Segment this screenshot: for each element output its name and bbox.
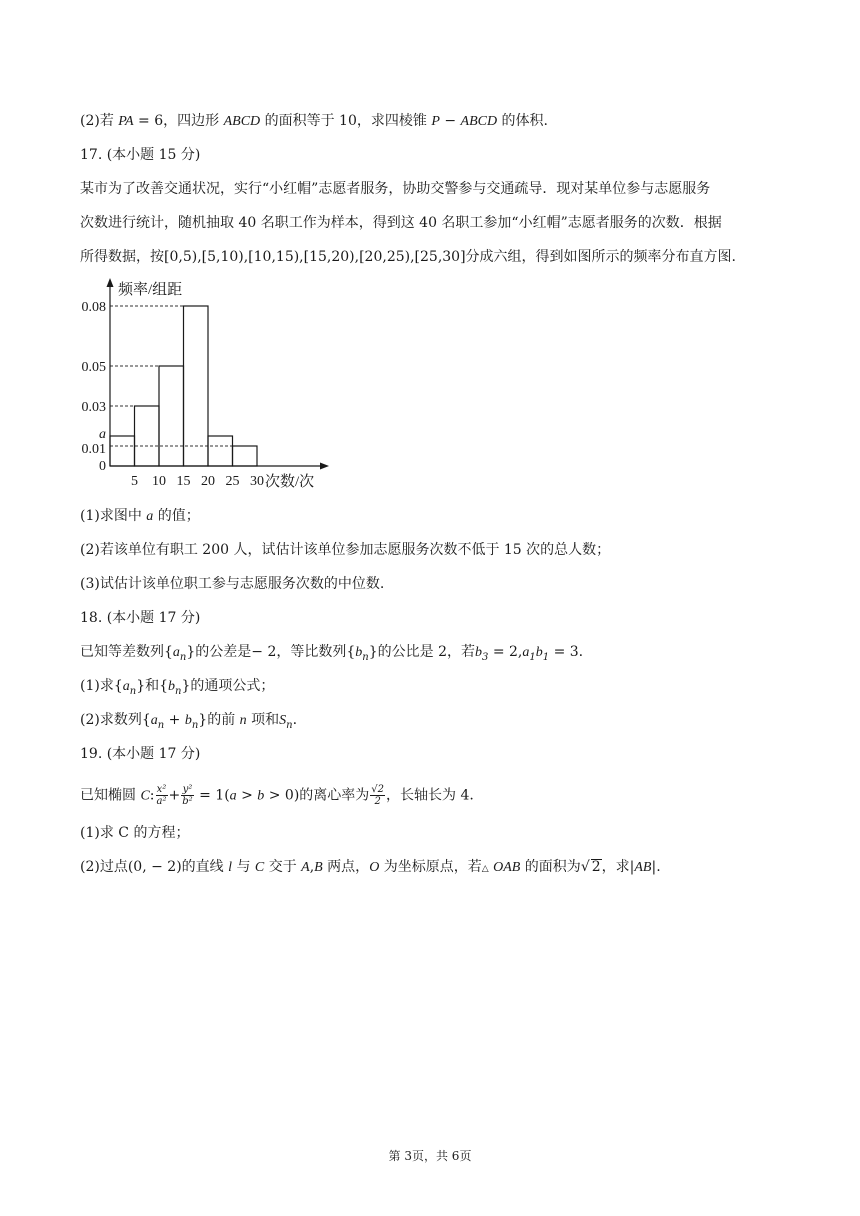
- q19-part1: (1)求 C 的方程；: [80, 825, 190, 841]
- histogram-bar: [233, 446, 258, 466]
- q17-stem-line-1: 某市为了改善交通状况，实行“小红帽”志愿者服务，协助交警参与交通疏导．现对某单位参与志愿服务: [80, 181, 711, 197]
- y-axis-title: 频率/组距: [118, 282, 183, 298]
- y-tick-label: 0: [99, 459, 106, 474]
- q18-header: 18. (本小题 17 分): [80, 610, 201, 626]
- y-tick-label: 0.05: [81, 360, 106, 375]
- y-tick-label: 0.08: [81, 300, 106, 315]
- y-tick-label: a: [99, 427, 106, 442]
- q17-stem-line-2: 次数进行统计，随机抽取 40 名职工作为样本，得到这 40 名职工参加“小红帽”志愿者服务的次数．根据: [80, 215, 722, 231]
- histogram-bar: [159, 366, 184, 466]
- histogram-bar: [110, 436, 135, 466]
- x-tick-label: 10: [152, 474, 166, 489]
- x-tick-label: 5: [131, 474, 138, 489]
- x-axis-arrow: [320, 463, 329, 470]
- q17-header: 17. (本小题 15 分): [80, 147, 201, 163]
- q19-header: 19. (本小题 17 分): [80, 746, 201, 762]
- histogram-bar: [184, 306, 209, 466]
- x-tick-label: 15: [176, 474, 191, 489]
- x-tick-label: 25: [225, 474, 240, 489]
- page-footer: 第 3页，共 6页: [388, 1149, 472, 1163]
- q18-part1: (1)求$\{a_n\}$和$\{b_n\}$的通项公式；: [80, 678, 275, 697]
- y-axis-arrow: [107, 278, 114, 287]
- q18-part2: (2)求数列$\{a_n + b_n\}$的前 n 项和$S_n$.: [80, 712, 298, 731]
- q17-part2: (2)若该单位有职工 200 人，试估计该单位参加志愿服务次数不低于 15 次的总人数；: [80, 542, 611, 558]
- q19-stem: 已知椭圆 C: $\frac{\text{x²}}{\text{a²}}$ + $\frac{\text{y²}}{\text{b²}}$ = 1(a > b > 0)的离心率为 $\frac{√2}{2}$ ，长轴长为 4.: [80, 784, 474, 807]
- q17-part3: (3)试估计该单位职工参与志愿服务次数的中位数.: [80, 576, 385, 592]
- x-axis-title: 次数/次: [265, 474, 315, 490]
- histogram-bar: [135, 406, 160, 466]
- q16-part2: (2)若 PA = 6，四边形 ABCD 的面积等于 10，求四棱锥 P − ABCD 的体积.: [80, 113, 548, 129]
- x-tick-label: 20: [201, 474, 215, 489]
- frequency-histogram: [74, 274, 336, 496]
- y-tick-label: 0.01: [81, 442, 106, 457]
- x-tick-label: 30: [250, 474, 264, 489]
- q17-part1: (1)求图中 a 的值；: [80, 508, 200, 524]
- q19-part2: (2)过点(0, − 2)的直线 l 与 C 交于 A,B 两点，O 为坐标原点，若△ OAB 的面积为√ 2，求|AB|.: [80, 859, 661, 875]
- y-tick-label: 0.03: [81, 400, 106, 415]
- histogram-bar: [208, 436, 233, 466]
- q18-stem: 已知等差数列$\{a_n\}$的公差是− 2，等比数列$\{b_n\}$的公比是 2，若$b_3 = 2,a_1b_1 = 3$.: [80, 644, 584, 663]
- q17-stem-line-3: 所得数据，按[0,5),[5,10),[10,15),[15,20),[20,25),[25,30]分成六组，得到如图所示的频率分布直方图.: [80, 249, 736, 265]
